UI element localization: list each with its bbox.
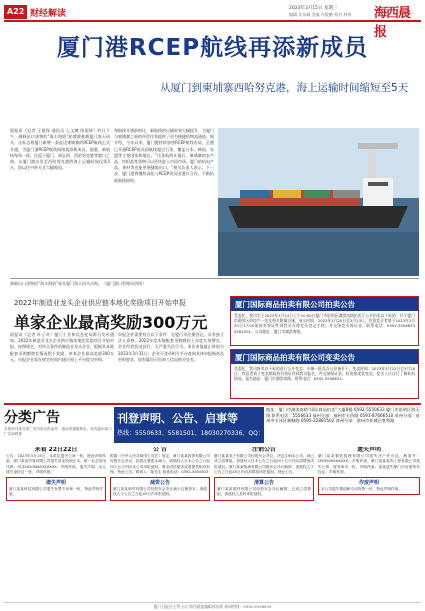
lead-photo bbox=[218, 128, 419, 276]
ad-column-text: 厦门某某餐饮管理有限公司遗失开户许可证，核准号：J3930000XXXXX，声明作废。厦门某某装饰工程有限公司遗失公章、财务章各一枚，声明作废。某某遗失厦门市房屋所有权证，声明作废。 bbox=[318, 454, 420, 474]
ad-office-addresses: 地址：厦门市湖滨南路“国际商品拍卖”大厦8楼 0592-5550633 厦门市思明区海天路 联系电话：5556633 福州分部：福州市五四路 0591-87666510 泉州分部：泉州市丰泽区刺桐路 0595-22881502 漳州分部：漳州市芗城区胜利路 bbox=[266, 407, 420, 424]
lead-column-1: 晨报讯（记者 王建锋 通讯员 么文博 陈丽妍）昨日下午，满载出口货物的“海丰海防”轮缓缓驶离厦门海天码头，这标志着厦门新增一条直达柬埔寨的RCEP航线正式开通，为厦门港RCEP航线网络再添新成员。据悉，新航线每周一班，往返于厦门、胡志明、西哈努克港等港口之间，从厦门港出发至西哈努克港的海上运输时间仅需5天，较以往中转方式大幅缩短。 bbox=[10, 128, 110, 171]
ad-box-text: 厦门某某科技有限公司遗失发票专用章一枚，特此声明作废。 bbox=[9, 487, 103, 497]
ad-hotline-phone: 热线：5550633、5581501、18030270336、QQ：2295580096 bbox=[117, 430, 303, 437]
second-column-2: 申报企业需要符合以下条件：在厦门市注册登记，具有独立法人资格；2022年度本地配套采购额较上年度实现增长；企业经营状况良好，无严重失信行为。本次申报截止时间为2023年3月31日。企业可登录相关平台查询具体申报指南及材料要求，如有疑问可咨询工信局相关处室。 bbox=[118, 332, 224, 362]
classified-title: 分类广告 bbox=[4, 410, 60, 426]
ad-box-title: 作废声明 bbox=[358, 480, 379, 487]
ad-column-text: 根据《中华人民共和国公司法》规定，厦门某某投资有限公司经股东会决议，拟将注册资本减少。请债权人自本公告之日起四十五日内向本公司申报债权，要求清偿债务或者提供相应担保。特此公告。联系人：陈先生 联系电话：0592-5550633 bbox=[110, 454, 210, 474]
ad-column-2 bbox=[110, 447, 210, 599]
ad-box bbox=[318, 477, 420, 495]
auction-notice bbox=[230, 296, 419, 346]
ad-hotline-title: 刊登声明、公告、启事等 bbox=[117, 412, 238, 425]
ad-column-text: 公告：2023年3月15日，本单位遗失公章一枚，特此声明作废。厦门某某贸易有限公司遗失营业执照正本，统一社会信用代码：91350200MA3XXXXX，声明作废。遗失声明：本人遗失身份证一张，声明作废。 bbox=[6, 454, 106, 474]
masthead bbox=[4, 4, 421, 40]
sale-notice bbox=[230, 349, 419, 399]
lead-column-2: 和航线开通前相比，新航线的运输时效大幅提升，为厦门与柬埔寨之间的经贸往来提供了更为便捷的物流通道。据介绍，今年以来，厦门港持续加密RCEP航线布局，全港已开通RCEP成员国航线超过百条，覆盖日本、韩国、东盟等主要国家和地区。“这条航线开通后，柬埔寨的农产品、纺织品等货物可以更快进入中国市场，厦门的机电产品、建材等也能更便捷地出口。”相关负责人表示，下一步，厦门港将继续深化与RCEP成员国港口合作，不断拓展航线网络。 bbox=[114, 128, 214, 183]
ad-column-4 bbox=[318, 447, 420, 599]
section-name: 财经解读 bbox=[30, 9, 67, 19]
newspaper-logo: 海西晨报 bbox=[374, 6, 411, 40]
sale-notice-title: 厦门国际商品拍卖有限公司变卖公告 bbox=[231, 350, 418, 364]
auction-notice-title: 厦门国际商品拍卖有限公司拍卖公告 bbox=[231, 297, 418, 311]
classified-ads-header bbox=[4, 403, 421, 443]
second-headline: 单家企业最高奖励300万元 bbox=[14, 313, 208, 332]
ad-column-heading: 公 告 bbox=[152, 447, 168, 453]
section-number: A22 bbox=[4, 5, 27, 19]
cargo-ship-photo bbox=[218, 128, 419, 276]
ad-box-text: 厦门某某建材有限公司经股东会决议解散，已成立清算组，请债权人及时申报债权。 bbox=[217, 487, 311, 497]
ad-box-text: 厦门某某商贸有限公司经股东会决议减少注册资本，请债权人于公告之日起45日内申报债权。 bbox=[113, 487, 207, 497]
ad-column-text: 厦门某某电子有限公司经股东会决议，决定注销本公司，现已成立清算组。请债权人自本公告之日起四十五日内向清算组申报债权。厦门某某物流有限公司股东会决议解散，请债权人于公告之日起45日内向清算组申报债权。特此公告。 bbox=[214, 454, 314, 474]
sale-notice-body: 受委托，我司将对以下标的进行公开变卖：车辆一批及办公设备若干。变卖时间：2023年3月22日至3月28日。有意者请于变卖期间持有效证件到我司报名，并交纳保证金。标的按现状变卖，竞买人应自行了解标的情况。报名地址：厦门市湖滨南路。联系电话：0592-5556633。 bbox=[234, 366, 415, 382]
ad-box-text: 本公司遗失增值税专用发票一份，特此声明作废。 bbox=[321, 487, 403, 492]
ad-hotline-box bbox=[114, 407, 303, 443]
photo-caption: 满载出口货物的“海丰海防”轮从厦门海天码头启航。（厦门港口管理局供图） bbox=[10, 278, 419, 287]
ad-box-title: 减资公告 bbox=[149, 480, 170, 487]
classified-disclaimer: 本报所刊登分类广告内容仅供参考，请读者谨慎核实，如有疑问请与广告部联系 bbox=[4, 427, 112, 436]
ad-column-heading: 来看 22日22日 bbox=[34, 447, 78, 453]
lead-headline: 厦门港RCEP航线再添新成员 bbox=[56, 35, 369, 61]
ad-box bbox=[6, 477, 106, 501]
ad-column-1 bbox=[6, 447, 106, 599]
issue-date: 2023年3月15日 星期三 bbox=[289, 6, 338, 11]
ad-column-3 bbox=[214, 447, 314, 599]
classified-title-block bbox=[4, 407, 112, 443]
lead-subhead: 从厦门到柬埔寨西哈努克港，海上运输时间缩短至5天 bbox=[160, 82, 409, 94]
ad-box bbox=[214, 477, 314, 501]
ad-box-title: 遗失声明 bbox=[45, 480, 66, 487]
ad-column-heading: 遗失声明 bbox=[356, 447, 381, 453]
ad-box bbox=[110, 477, 210, 501]
ad-box-title: 清算公告 bbox=[253, 480, 274, 487]
ad-column-heading: 注销公告 bbox=[251, 447, 276, 453]
auction-notice-body: 受委托，我司定于2023年3月24日上午10:00在厦门市思明区湖滨南路拍卖厅公开拍卖以下标的：位于厦门市湖里区的房产一处及相关附属设施。展示时间：2023年3月20日至3月23日。有意竞买者请于2023年3月23日17:00前持有效证件到我司办理竞买登记手续，并交纳竞买保证金。联系电话：0592-5556633 5581501。公司地址：厦门市湖滨南路。 bbox=[234, 313, 415, 334]
page-footer: 厦门日报社主管主办 海西晨报编辑部出版 新闻热线：0592-5556633 bbox=[4, 602, 421, 610]
second-kicker: 2022年制造业龙头企业供应链本地化奖励项目开始申报 bbox=[14, 299, 186, 307]
editor-credits: 编辑 吴东城 美编 许俊鹏 校对 林伟 bbox=[289, 12, 352, 17]
second-column-1: 晨报讯（记者 叶子奇）厦门工业和信息化局昨日发布通知，2022年制造业龙头企业供应链本地化奖励项目开始申报。按照规定，对符合条件的制造业龙头企业，根据其本地配套采购额增长情况给予奖励，单家企业最高奖励300万元。申报企业需在规定时间内通过网上平台提交材料。 bbox=[10, 332, 114, 362]
